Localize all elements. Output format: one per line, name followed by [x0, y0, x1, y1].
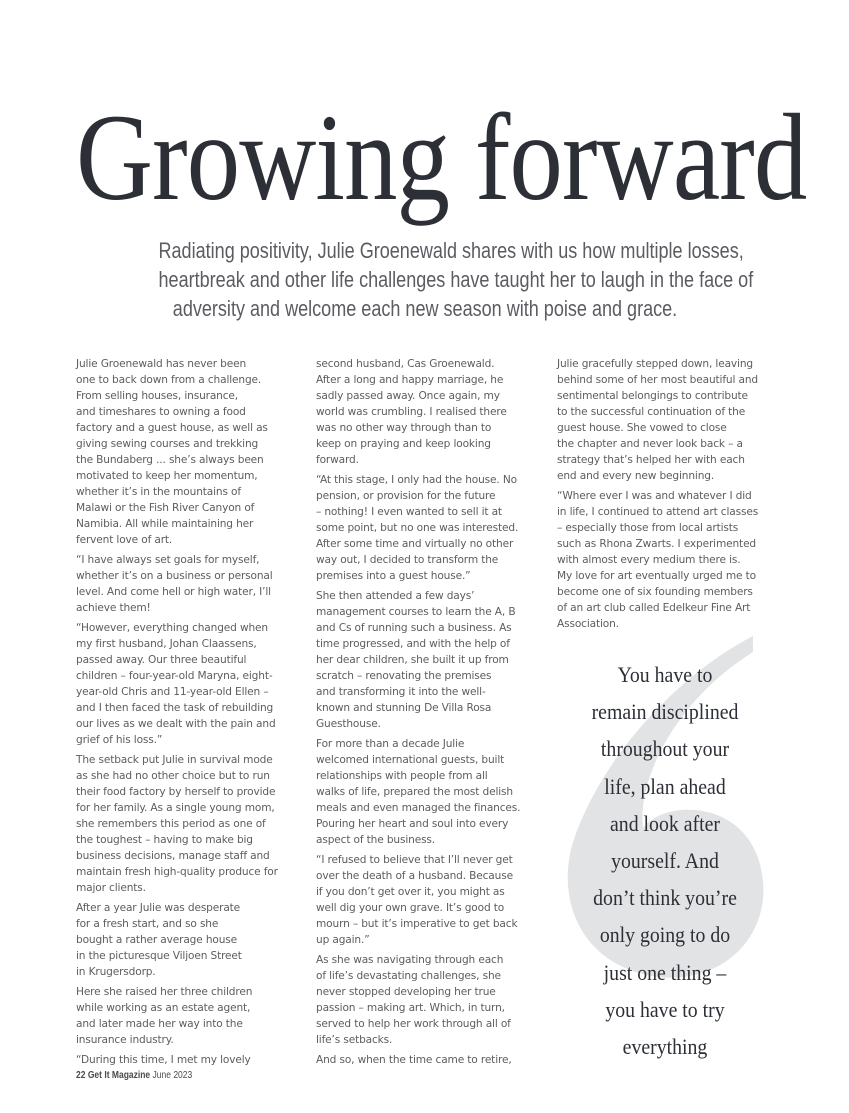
body-line: mourn – but it’s imperative to get back	[316, 918, 518, 930]
body-paragraph	[316, 736, 544, 848]
body-line: behind some of her most beautiful and	[557, 374, 758, 386]
body-line: relationships with people from all	[316, 770, 488, 782]
body-line: some point, but no one was interested.	[316, 522, 519, 534]
body-line: After some time and virtually no other	[316, 538, 514, 550]
body-line: well dig your own grave. It’s good to	[316, 902, 505, 914]
publication-name: Get It Magazine	[87, 1070, 151, 1081]
body-line: and transforming it into the well-	[316, 686, 486, 698]
body-line: insurance industry.	[76, 1034, 174, 1046]
body-line: scratch – renovating the premises	[316, 670, 492, 682]
page-number: 22	[76, 1070, 86, 1081]
body-line: Namibia. All while maintaining her	[76, 518, 254, 530]
body-column-1	[76, 356, 298, 1072]
body-line: served to help her work through all of	[316, 1018, 511, 1030]
pull-quote-line: You have to	[617, 662, 713, 687]
body-paragraph	[316, 588, 544, 732]
pull-quote-line: throughout your	[600, 736, 730, 762]
body-line: fervent love of art.	[76, 534, 173, 546]
body-line: up again.”	[316, 934, 370, 946]
body-line: and timeshares to owning a food	[76, 406, 246, 418]
body-paragraph	[316, 952, 544, 1048]
body-line: premises into a guest house.”	[316, 570, 471, 582]
body-line: whether it’s in the mountains of	[76, 486, 241, 498]
body-paragraph	[316, 356, 544, 468]
body-paragraph	[316, 472, 544, 584]
page-footer	[76, 1070, 192, 1081]
body-line: Julie Groenewald has never been	[76, 358, 247, 370]
body-line: And so, when the time came to retire,	[316, 1054, 512, 1066]
body-line: Julie gracefully stepped down, leaving	[557, 358, 753, 370]
body-line: for her family. As a single young mom,	[76, 802, 275, 814]
article-standfirst	[100, 236, 754, 323]
body-line: sentimental belongings to contribute	[557, 390, 748, 402]
body-line: business decisions, manage staff and	[76, 850, 270, 862]
body-line: For more than a decade Julie	[316, 738, 465, 750]
body-line: for a fresh start, and so she	[76, 918, 219, 930]
body-line: was no other way through than to	[316, 422, 492, 434]
body-line: never stopped developing her true	[316, 986, 496, 998]
body-line: “I refused to believe that I’ll never get	[316, 854, 513, 866]
body-line: over the death of a husband. Because	[316, 870, 513, 882]
body-line: world was crumbling. I realised there	[316, 406, 507, 418]
body-column-3	[557, 356, 779, 636]
body-line: As she was navigating through each	[316, 954, 504, 966]
pull-quote-line: remain disciplined	[591, 699, 739, 725]
body-line: meals and even managed the finances.	[316, 802, 521, 814]
body-line: as she had no other choice but to run	[76, 770, 270, 782]
body-line: one to back down from a challenge.	[76, 374, 262, 386]
body-line: achieve them!	[76, 602, 151, 614]
body-line: the Bundaberg ... she’s always been	[76, 454, 264, 466]
body-line: the toughest – having to make big	[76, 834, 253, 846]
body-line: such as Rhona Zwarts. I experimented	[557, 538, 757, 550]
body-paragraph	[76, 900, 298, 980]
standfirst-line: Radiating positivity, Julie Groenewald shares with us how multiple losses,	[158, 238, 744, 263]
body-line: walks of life, prepared the most delish	[316, 786, 513, 798]
body-line: aspect of the business.	[316, 834, 436, 846]
body-line: and Cs of running such a business. As	[316, 622, 512, 634]
body-line: and I then faced the task of rebuilding	[76, 702, 274, 714]
body-line: giving sewing courses and trekking	[76, 438, 259, 450]
body-paragraph	[557, 356, 779, 484]
body-line: keep on praying and keep looking	[316, 438, 491, 450]
body-line: Pouring her heart and soul into every	[316, 818, 509, 830]
pull-quote-line: don’t think you’re	[593, 885, 737, 911]
body-line: my first husband, Johan Claassens,	[76, 638, 257, 650]
body-line: time progressed, and with the help of	[316, 638, 510, 650]
body-line: passion – making art. Which, in turn,	[316, 1002, 505, 1014]
body-line: to the successful continuation of the	[557, 406, 746, 418]
body-line: known and stunning De Villa Rosa	[316, 702, 492, 714]
body-line: children – four-year-old Maryna, eight-	[76, 670, 273, 682]
body-paragraph	[557, 488, 779, 632]
issue-date: June 2023	[152, 1070, 193, 1081]
body-line: “However, everything changed when	[76, 622, 268, 634]
body-line: end and every new beginning.	[557, 470, 715, 482]
body-line: Guesthouse.	[316, 718, 381, 730]
body-line: Here she raised her three children	[76, 986, 253, 998]
body-line: My love for art eventually urged me to	[557, 570, 756, 582]
body-line: forward.	[316, 454, 359, 466]
pull-quote-line: only going to do	[599, 922, 731, 948]
pull-quote-line: life, plan ahead	[604, 773, 726, 799]
body-line: – nothing! I even wanted to sell it at	[316, 506, 502, 518]
body-line: second husband, Cas Groenewald.	[316, 358, 495, 370]
body-line: grief of his loss.”	[76, 734, 163, 746]
body-line: sadly passed away. Once again, my	[316, 390, 500, 402]
body-line: life’s setbacks.	[316, 1034, 393, 1046]
article-headline: Growing forward	[76, 89, 807, 226]
body-line: passed away. Our three beautiful	[76, 654, 247, 666]
body-line: Malawi or the Fish River Canyon of	[76, 502, 255, 514]
body-line: pension, or provision for the future	[316, 490, 496, 502]
body-line: with almost every medium there is.	[557, 554, 741, 566]
body-line: way out, I decided to transform the	[316, 554, 499, 566]
body-paragraph	[316, 852, 544, 948]
body-column-2	[316, 356, 544, 1072]
body-line: “Where ever I was and whatever I did	[557, 490, 752, 502]
body-line: The setback put Julie in survival mode	[76, 754, 273, 766]
body-line: year-old Chris and 11-year-old Ellen –	[76, 686, 269, 698]
body-line: From selling houses, insurance,	[76, 390, 238, 402]
body-line: in the picturesque Viljoen Street	[76, 950, 242, 962]
body-line: She then attended a few days’	[316, 590, 475, 602]
body-paragraph	[316, 1052, 544, 1068]
body-line: level. And come hell or high water, I’ll	[76, 586, 271, 598]
body-line: After a year Julie was desperate	[76, 902, 241, 914]
body-paragraph	[76, 984, 298, 1048]
body-line: major clients.	[76, 882, 146, 894]
standfirst-line: heartbreak and other life challenges have taught her to laugh in the face of	[158, 267, 754, 292]
pull-quote-line: and look after	[610, 810, 720, 836]
standfirst-line: adversity and welcome each new season with poise and grace.	[172, 296, 678, 321]
body-line: guest house. She vowed to close	[557, 422, 727, 434]
body-paragraph	[76, 752, 298, 896]
body-line: motivated to keep her momentum,	[76, 470, 258, 482]
body-line: maintain fresh high-quality produce for	[76, 866, 278, 878]
pull-quote-line: yourself. And	[611, 848, 719, 874]
pull-quote-line: just one thing –	[603, 959, 727, 985]
body-line: factory and a guest house, as well as	[76, 422, 268, 434]
body-line: whether it’s on a business or personal	[76, 570, 273, 582]
body-line: and later made her way into the	[76, 1018, 243, 1030]
body-line: “During this time, I met my lovely	[76, 1054, 251, 1066]
body-paragraph	[76, 620, 298, 748]
pull-quote-line: everything	[622, 1034, 708, 1060]
body-line: After a long and happy marriage, he	[316, 374, 504, 386]
body-line: their food factory by herself to provide	[76, 786, 276, 798]
body-line: Association.	[557, 618, 619, 630]
body-line: become one of six founding members	[557, 586, 753, 598]
body-line: of life’s devastating challenges, she	[316, 970, 501, 982]
body-line: in Krugersdorp.	[76, 966, 156, 978]
body-line: in life, I continued to attend art classes	[557, 506, 759, 518]
body-paragraph	[76, 552, 298, 616]
body-line: the chapter and never look back – a	[557, 438, 743, 450]
body-paragraph	[76, 1052, 298, 1068]
body-line: “At this stage, I only had the house. No	[316, 474, 517, 486]
body-line: if you don’t get over it, you might as	[316, 886, 505, 898]
body-line: strategy that’s helped her with each	[557, 454, 745, 466]
body-paragraph	[76, 356, 298, 548]
pull-quote-line: you have to try	[605, 996, 725, 1022]
body-line: – especially those from local artists	[557, 522, 739, 534]
body-line: management courses to learn the A, B	[316, 606, 516, 618]
body-line: of an art club called Edelkeur Fine Art	[557, 602, 751, 614]
body-line: her dear children, she built it up from	[316, 654, 509, 666]
body-line: bought a rather average house	[76, 934, 238, 946]
body-line: welcomed international guests, built	[316, 754, 505, 766]
body-line: “I have always set goals for myself,	[76, 554, 260, 566]
pull-quote	[560, 656, 770, 1065]
body-line: she remembers this period as one of	[76, 818, 266, 830]
body-line: our lives as we dealt with the pain and	[76, 718, 276, 730]
body-line: while working as an estate agent,	[76, 1002, 251, 1014]
